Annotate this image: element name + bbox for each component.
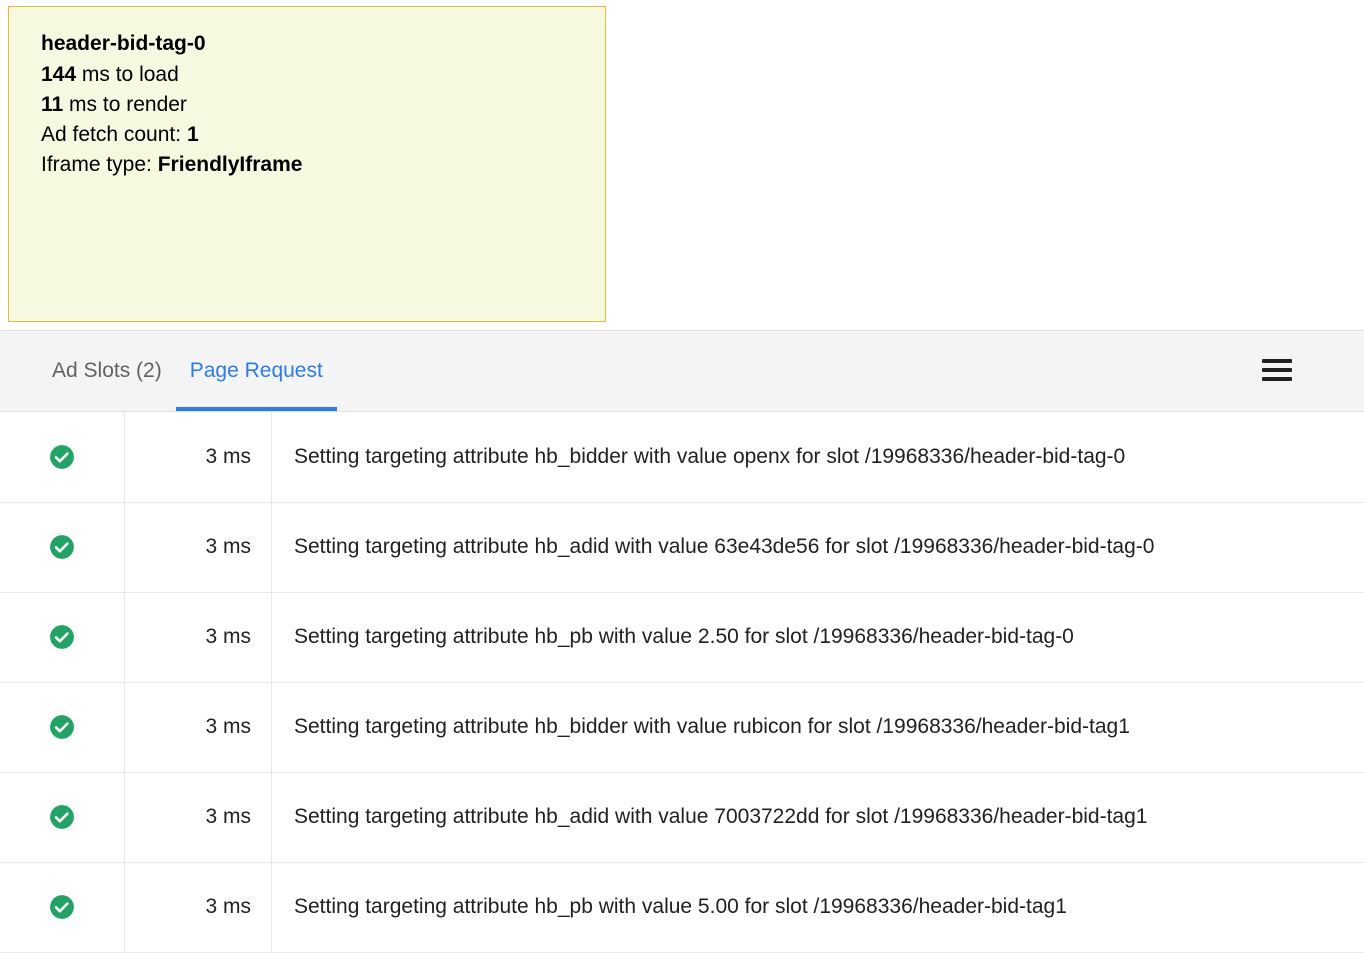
table-row[interactable] bbox=[0, 592, 1364, 682]
table-row[interactable] bbox=[0, 682, 1364, 772]
table-row[interactable] bbox=[0, 862, 1364, 952]
log-table-body bbox=[0, 412, 1364, 952]
row-time: 3 ms bbox=[125, 592, 272, 682]
tab-ad-slots[interactable]: Ad Slots (2) bbox=[52, 359, 162, 382]
row-message: Setting targeting attribute hb_pb with value 5.00 for slot /19968336/header-bid-tag1 bbox=[272, 862, 1364, 952]
success-check-icon bbox=[49, 534, 75, 560]
row-message: Setting targeting attribute hb_bidder with value openx for slot /19968336/header-bid-tag-0 bbox=[272, 412, 1364, 502]
row-message: Setting targeting attribute hb_bidder with value rubicon for slot /19968336/header-bid-tag1 bbox=[272, 682, 1364, 772]
success-check-icon bbox=[49, 624, 75, 650]
row-status-cell bbox=[0, 772, 125, 862]
row-status-cell bbox=[0, 862, 125, 952]
table-row[interactable] bbox=[0, 412, 1364, 502]
info-card-iframe-type-label: Iframe type: bbox=[41, 153, 152, 176]
info-card-fetch-count-label: Ad fetch count: bbox=[41, 123, 182, 146]
row-message: Setting targeting attribute hb_pb with value 2.50 for slot /19968336/header-bid-tag-0 bbox=[272, 592, 1364, 682]
info-card-slot-name: header-bid-tag-0 bbox=[41, 32, 206, 55]
row-time: 3 ms bbox=[125, 502, 272, 592]
tab-page-request[interactable]: Page Request bbox=[176, 331, 337, 411]
success-check-icon bbox=[49, 894, 75, 920]
hamburger-bar bbox=[1262, 368, 1292, 372]
info-card-fetch-count-value: 1 bbox=[186, 123, 199, 146]
info-card-render-value: 11 bbox=[41, 93, 64, 116]
row-status-cell bbox=[0, 592, 125, 682]
info-card-render-time bbox=[41, 90, 605, 120]
row-message: Setting targeting attribute hb_adid with value 7003722dd for slot /19968336/header-bid-tag1 bbox=[272, 772, 1364, 862]
hamburger-bar bbox=[1262, 377, 1292, 381]
row-time: 3 ms bbox=[125, 412, 272, 502]
row-status-cell bbox=[0, 502, 125, 592]
tab-bar bbox=[0, 330, 1364, 412]
success-check-icon bbox=[49, 444, 75, 470]
row-time: 3 ms bbox=[125, 862, 272, 952]
info-card-fetch-count bbox=[41, 120, 605, 150]
info-card-load-time bbox=[41, 60, 605, 90]
table-row[interactable] bbox=[0, 772, 1364, 862]
row-time: 3 ms bbox=[125, 682, 272, 772]
tab-list bbox=[0, 331, 1364, 411]
ad-slot-info-card bbox=[8, 6, 606, 322]
hamburger-bar bbox=[1262, 359, 1292, 363]
success-check-icon bbox=[49, 804, 75, 830]
row-message: Setting targeting attribute hb_adid with value 63e43de56 for slot /19968336/header-bid-tag-0 bbox=[272, 502, 1364, 592]
table-row[interactable] bbox=[0, 502, 1364, 592]
info-card-iframe-type-value: FriendlyIframe bbox=[157, 153, 303, 176]
info-card-load-label: ms to load bbox=[81, 63, 179, 86]
info-card-iframe-type bbox=[41, 150, 605, 180]
row-status-cell bbox=[0, 682, 125, 772]
hamburger-menu-icon[interactable] bbox=[1262, 359, 1292, 383]
row-status-cell bbox=[0, 412, 125, 502]
page-request-log-table bbox=[0, 412, 1364, 953]
success-check-icon bbox=[49, 714, 75, 740]
info-card-load-value: 144 bbox=[41, 63, 77, 86]
info-card-render-label: ms to render bbox=[69, 93, 187, 116]
row-time: 3 ms bbox=[125, 772, 272, 862]
